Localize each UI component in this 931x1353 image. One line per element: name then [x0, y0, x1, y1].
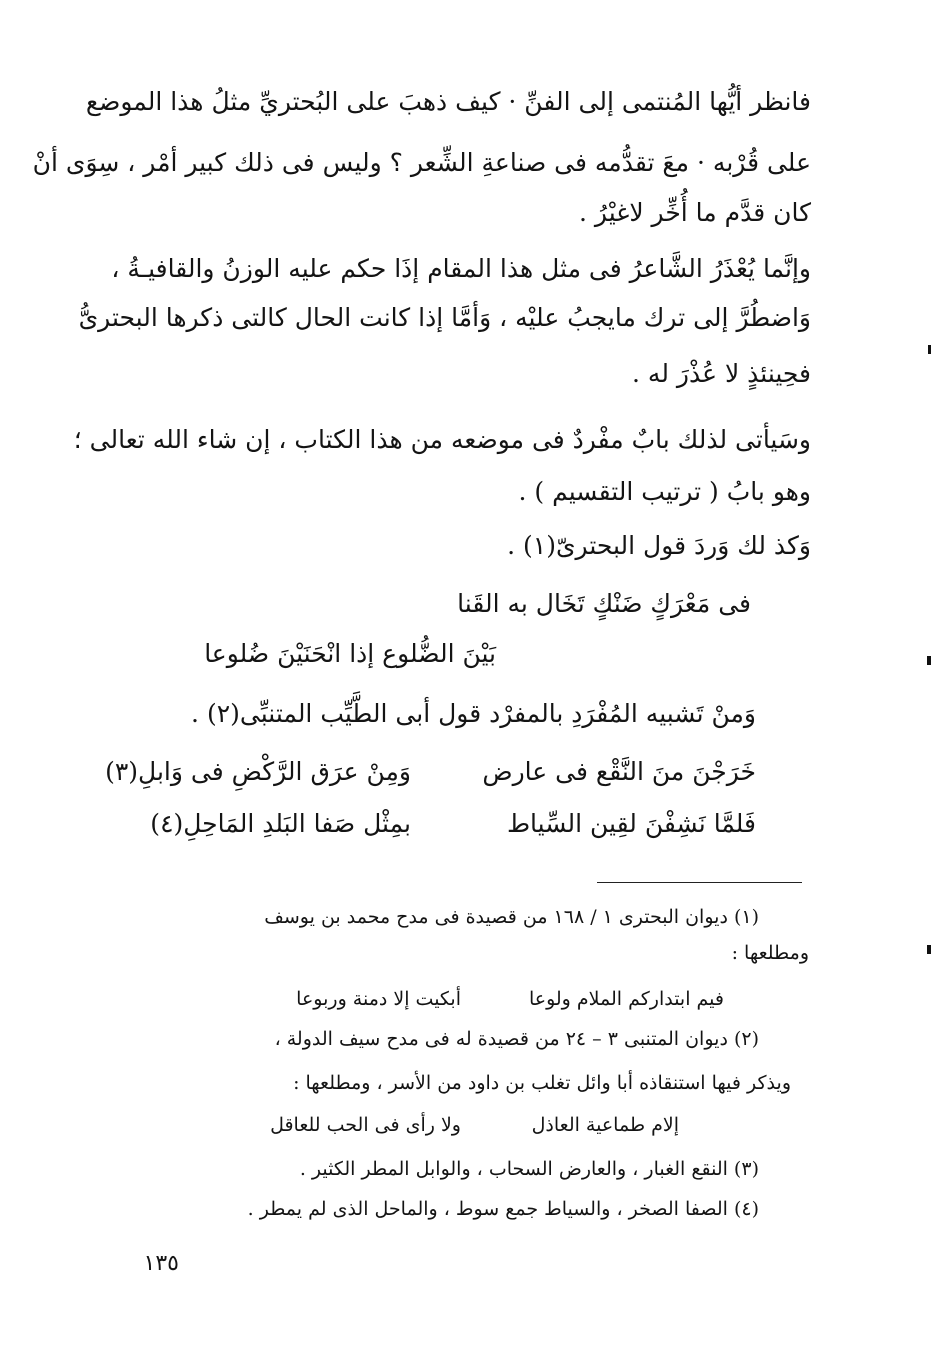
- footnote-line: (٤) الصفا الصخر ، والسياط جمع سوط ، والماحل الذى لم يمطر .: [247, 1198, 759, 1220]
- footnote-verse: ولا رأى فى الحب للعاقل: [270, 1114, 461, 1136]
- body-line: وَمنْ تَشبيه المُفْرَدِ بالمفرْد قول أبى الطَّيِّب المتنبِّى(٢) .: [191, 699, 756, 728]
- footnote-divider: [597, 882, 802, 883]
- footnote-line: (٢) ديوان المتنبى ٣ – ٢٤ من قصيدة له فى مدح سيف الدولة ،: [274, 1028, 759, 1050]
- body-line: كان قدَّم ما أُخِّر لاغيْرُ .: [579, 198, 811, 227]
- verse-hemistich: بمِثْل صَفا البَلدِ المَاحِلِ(٤): [150, 809, 411, 838]
- footnote-line: ويذكر فيها استنقاذه أبا وائل تغلب بن داود من الأسر ، ومطلعها :: [293, 1072, 791, 1094]
- verse-hemistich: خَرَجْنَ منَ النَّقْع فى عارض: [482, 757, 756, 786]
- body-line: وَاضطُرَّ إلى ترك مايجبُ عليْه ، وَأمَّا إذا كانت الحال كالتى ذكرها البحترىُّ: [78, 303, 811, 332]
- verse-hemistich: بَيْنَ الضُّلوع إذا انْحَنَيْنَ ضُلوعا: [204, 639, 496, 668]
- body-line: وهو بابُ ( ترتيب التقسيم ) .: [518, 477, 811, 506]
- body-line: وسَيأتى لذلك بابٌ مفْردٌ فى موضعه من هذا الكتاب ، إن شاء الله تعالى ؛: [73, 425, 811, 454]
- verse-hemistich: فَلمَّا نَشِفْنَ لقِين السِّياط: [506, 809, 756, 838]
- body-line: فحِينئذٍ لا عُذْرَ له .: [632, 359, 811, 388]
- footnote-line: (٣) النقع الغبار ، والعارض السحاب ، والوابل المطر الكثير .: [299, 1158, 759, 1180]
- footnote-line: ومطلعها :: [731, 942, 809, 964]
- margin-mark: [927, 945, 931, 954]
- body-line: وإنَّما يُعْذَرُ الشَّاعرُ فى مثل هذا المقام إذَا حكم عليه الوزنُ والقافيـةُ ،: [111, 254, 811, 283]
- footnote-verse: إلام طماعية العاذل: [531, 1114, 679, 1136]
- body-line: على قُرْبه · معَ تقدُّمه فى صناعةِ الشِّعر ؟ وليس فى ذلك كبير أمْر ، سِوَى أنْ: [32, 148, 811, 177]
- body-line: فانظر أيُّها المُنتمى إلى الفنِّ · كيف ذهبَ على البُحتريِّ مثلُ هذا الموضع: [85, 87, 811, 116]
- verse-hemistich: فى مَعْرَكٍ ضَنْكٍ تَخَال به القَنا: [457, 589, 751, 618]
- verse-hemistich: وَمِنْ عرَق الرَّكْضِ فى وَابلِ(٣): [105, 757, 411, 786]
- body-line: وَكذ لك وَردَ قول البحترىّ(١) .: [507, 531, 811, 560]
- page-number: ١٣٥: [143, 1251, 179, 1276]
- footnote-verse: أبكيت إلا دمنة وربوعا: [296, 988, 461, 1010]
- footnote-line: (١) ديوان البحترى ١ / ١٦٨ من قصيدة فى مدح محمد بن يوسف: [264, 906, 759, 928]
- footnote-verse: فيم ابتداركم الملام ولوعا: [528, 988, 724, 1010]
- margin-mark: [927, 656, 931, 665]
